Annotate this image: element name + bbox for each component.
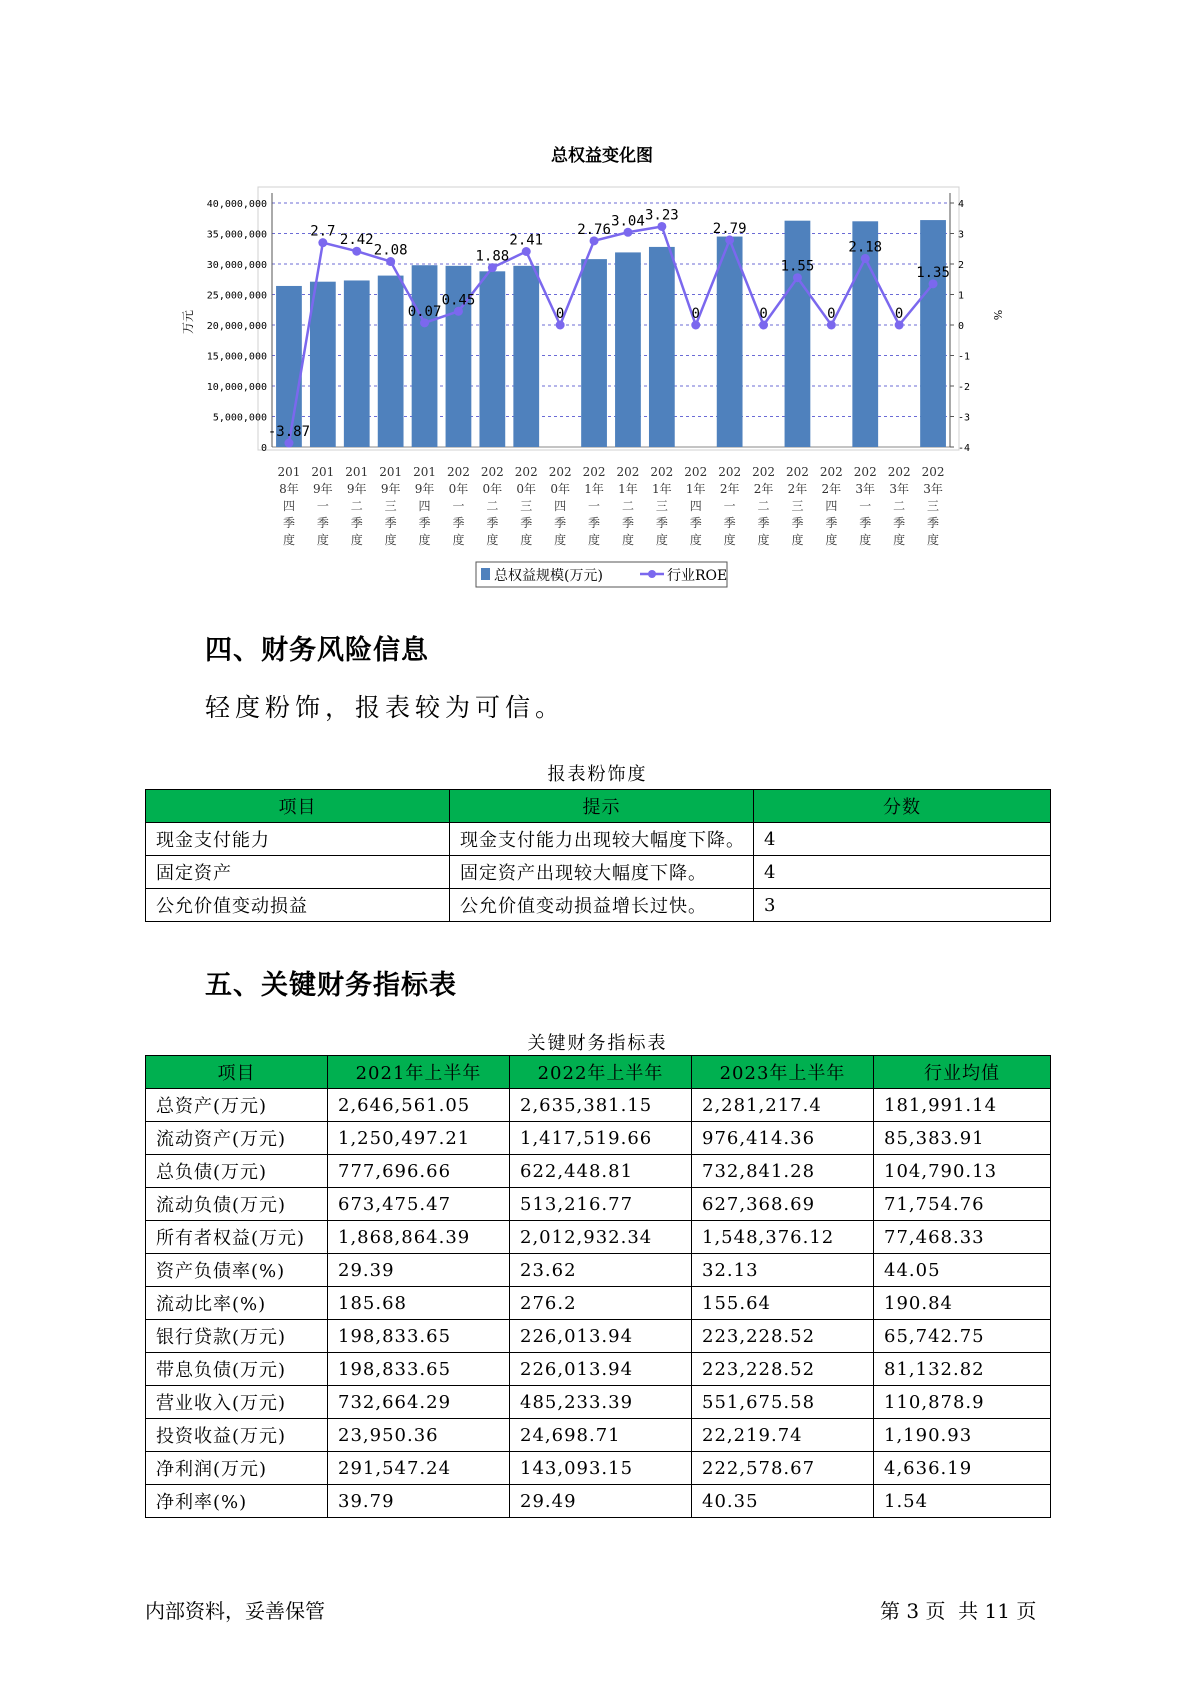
y-tick-label: 10,000,000	[206, 382, 267, 393]
table-cell: 银行贷款(万元)	[146, 1320, 328, 1353]
kpi-table-row	[146, 1188, 1051, 1221]
table-cell: 23.62	[510, 1254, 692, 1287]
table-cell: 2,012,932.34	[510, 1221, 692, 1254]
legend-line-label: 行业ROE	[667, 568, 728, 584]
roe-data-label: 2.79	[712, 220, 747, 237]
y-tick-label: 25,000,000	[206, 290, 267, 302]
table-cell: 净利率(%)	[146, 1485, 328, 1518]
table-cell: 3	[754, 889, 1051, 922]
bar	[513, 266, 539, 447]
kpi-table-row	[146, 1254, 1051, 1287]
table-cell: 1,250,497.21	[328, 1122, 510, 1155]
table-cell: 185.68	[328, 1287, 510, 1320]
x-tick-label: 度	[757, 533, 770, 547]
table-cell: 485,233.39	[510, 1386, 692, 1419]
x-tick-label: 0年	[448, 482, 469, 496]
x-tick-label: 度	[791, 533, 804, 547]
roe-data-label: 0	[894, 306, 904, 322]
y-tick-label: 20,000,000	[206, 321, 267, 332]
table-cell: 226,013.94	[510, 1320, 692, 1353]
x-tick-label: 201	[311, 465, 335, 479]
table-cell: 777,696.66	[328, 1155, 510, 1188]
x-tick-label: 201	[345, 465, 369, 479]
roe-data-label: 3.04	[611, 213, 645, 230]
x-tick-label: 三	[655, 499, 668, 513]
table-cell: 85,383.91	[874, 1122, 1051, 1155]
x-tick-label: 202	[650, 465, 674, 479]
x-tick-label: 四	[825, 499, 838, 513]
x-tick-label: 度	[350, 533, 363, 547]
table-cell: 81,132.82	[874, 1353, 1051, 1386]
table-cell: 4	[754, 856, 1051, 889]
table-cell: 24,698.71	[510, 1419, 692, 1452]
bar	[479, 271, 505, 447]
y-tick-label: 5,000,000	[212, 412, 267, 424]
table-cell: 29.49	[510, 1485, 692, 1518]
table-cell: 4	[754, 823, 1051, 856]
y-axis-label: 万元	[181, 309, 195, 335]
risk-table-caption: 报表粉饰度	[547, 764, 648, 785]
column-header: 2023年上半年	[692, 1056, 874, 1089]
kpi-table-row	[146, 1419, 1051, 1452]
roe-data-label: 0.45	[441, 292, 476, 309]
x-tick-label: 季	[893, 516, 906, 530]
x-tick-label: 度	[282, 533, 295, 547]
x-tick-label: 季	[723, 516, 736, 530]
kpi-table-row	[146, 1353, 1051, 1386]
table-cell: 155.64	[692, 1287, 874, 1320]
table-cell: 143,093.15	[510, 1452, 692, 1485]
x-tick-label: 0年	[516, 482, 537, 496]
y-tick-label: 0	[260, 443, 267, 454]
x-tick-label: 度	[621, 533, 634, 547]
roe-data-label: 3.23	[644, 207, 679, 224]
table-cell: 627,368.69	[692, 1188, 874, 1221]
roe-data-label: 2.41	[509, 232, 544, 249]
column-header: 2021年上半年	[328, 1056, 510, 1089]
table-cell: 732,664.29	[328, 1386, 510, 1419]
x-tick-label: 202	[752, 465, 776, 479]
x-tick-label: 季	[689, 516, 702, 530]
table-cell: 77,468.33	[874, 1221, 1051, 1254]
x-tick-label: 1年	[652, 482, 672, 496]
column-header: 分数	[754, 790, 1051, 823]
risk-table-row	[146, 889, 1051, 922]
x-tick-label: 一	[859, 499, 872, 513]
risk-table-row	[146, 856, 1051, 889]
table-cell: 现金支付能力	[146, 823, 450, 856]
footer-left: 内部资料，妥善保管	[145, 1599, 325, 1623]
table-cell: 2,646,561.05	[328, 1089, 510, 1122]
x-tick-label: 季	[316, 516, 329, 530]
risk-table	[145, 789, 1051, 922]
table-cell: 622,448.81	[510, 1155, 692, 1188]
table-header-row	[146, 790, 1051, 823]
x-tick-label: 度	[486, 533, 499, 547]
x-tick-label: 202	[514, 465, 538, 479]
equity-chart	[0, 0, 1191, 600]
x-tick-label: 三	[520, 499, 533, 513]
bar	[378, 276, 404, 447]
x-tick-label: 度	[927, 533, 940, 547]
table-cell: 104,790.13	[874, 1155, 1051, 1188]
bar	[920, 220, 946, 447]
table-cell: 1,190.93	[874, 1419, 1051, 1452]
x-tick-label: 一	[452, 499, 465, 513]
table-cell: 513,216.77	[510, 1188, 692, 1221]
table-header-row	[146, 1056, 1051, 1089]
table-cell: 190.84	[874, 1287, 1051, 1320]
x-tick-label: 9年	[414, 482, 435, 496]
bar	[310, 282, 336, 447]
legend-bar-label: 总权益规模(万元)	[494, 568, 603, 584]
x-tick-label: 季	[282, 516, 295, 530]
x-tick-label: 季	[927, 516, 940, 530]
table-cell: 22,219.74	[692, 1419, 874, 1452]
table-cell: 4,636.19	[874, 1452, 1051, 1485]
x-tick-label: 1年	[584, 482, 604, 496]
kpi-table-row	[146, 1155, 1051, 1188]
table-cell: 2,635,381.15	[510, 1089, 692, 1122]
column-header: 提示	[450, 790, 754, 823]
kpi-table-row	[146, 1386, 1051, 1419]
column-header: 项目	[146, 1056, 328, 1089]
roe-data-label: -3.87	[267, 424, 311, 441]
kpi-table-row	[146, 1122, 1051, 1155]
x-tick-label: 度	[723, 533, 736, 547]
table-cell: 流动资产(万元)	[146, 1122, 328, 1155]
x-tick-label: 1年	[685, 482, 706, 496]
x-tick-label: 二	[757, 499, 770, 513]
x-tick-label: 2年	[753, 482, 774, 496]
table-cell: 29.39	[328, 1254, 510, 1287]
table-cell: 673,475.47	[328, 1188, 510, 1221]
x-tick-label: 季	[825, 516, 838, 530]
y-tick-label: 40,000,000	[206, 199, 267, 210]
x-tick-label: 9年	[346, 482, 367, 496]
table-cell: 资产负债率(%)	[146, 1254, 328, 1287]
x-tick-label: 201	[277, 465, 301, 479]
x-tick-label: 度	[655, 533, 668, 547]
table-cell: 44.05	[874, 1254, 1051, 1287]
table-cell: 110,878.9	[874, 1386, 1051, 1419]
kpi-table-row	[146, 1287, 1051, 1320]
x-tick-label: 202	[446, 465, 470, 479]
table-cell: 净利润(万元)	[146, 1452, 328, 1485]
x-tick-label: 3年	[889, 482, 909, 496]
bar	[581, 259, 607, 447]
table-cell: 732,841.28	[692, 1155, 874, 1188]
x-tick-label: 度	[452, 533, 465, 547]
x-tick-label: 季	[554, 516, 567, 530]
x-tick-label: 二	[893, 499, 906, 513]
table-cell: 71,754.76	[874, 1188, 1051, 1221]
x-tick-label: 三	[791, 499, 804, 513]
bar	[615, 252, 641, 447]
x-tick-label: 202	[616, 465, 640, 479]
kpi-table-caption: 关键财务指标表	[527, 1033, 668, 1054]
table-cell: 公允价值变动损益	[146, 889, 450, 922]
table-cell: 投资收益(万元)	[146, 1419, 328, 1452]
x-tick-label: 0年	[550, 482, 570, 496]
kpi-table-row	[146, 1452, 1051, 1485]
risk-table-row	[146, 823, 1051, 856]
roe-data-label: 2.7	[310, 223, 336, 240]
table-cell: 1.54	[874, 1485, 1051, 1518]
table-cell: 1,868,864.39	[328, 1221, 510, 1254]
table-cell: 公允价值变动损益增长过快。	[450, 889, 754, 922]
section-5-heading: 五、关键财务指标表	[205, 970, 457, 1001]
legend-line-marker	[648, 570, 656, 578]
x-tick-label: 202	[853, 465, 877, 479]
x-tick-label: 季	[588, 516, 601, 530]
table-cell: 1,548,376.12	[692, 1221, 874, 1254]
x-tick-label: 季	[350, 516, 363, 530]
table-cell: 276.2	[510, 1287, 692, 1320]
table-cell: 198,833.65	[328, 1353, 510, 1386]
x-tick-label: 202	[921, 465, 945, 479]
roe-data-label: 1.35	[916, 264, 950, 281]
x-tick-label: 一	[723, 499, 736, 513]
y-tick-label: 15,000,000	[206, 351, 267, 363]
x-tick-label: 季	[757, 516, 770, 530]
x-tick-label: 四	[554, 499, 567, 513]
x-tick-label: 202	[684, 465, 708, 479]
x-tick-label: 度	[859, 533, 872, 547]
x-tick-label: 季	[655, 516, 668, 530]
x-tick-label: 季	[520, 516, 533, 530]
y2-tick-label: -3	[958, 412, 971, 424]
kpi-table-row	[146, 1089, 1051, 1122]
table-cell: 39.79	[328, 1485, 510, 1518]
x-tick-label: 二	[486, 499, 499, 513]
y2-tick-label: 0	[958, 321, 965, 332]
risk-summary-text: 轻度粉饰，报表较为可信。	[205, 693, 566, 722]
table-cell: 551,675.58	[692, 1386, 874, 1419]
y2-axis-label: %	[991, 309, 1004, 321]
x-tick-label: 202	[785, 465, 809, 479]
x-tick-label: 0年	[482, 482, 503, 496]
y2-tick-label: 4	[958, 199, 965, 210]
x-tick-label: 三	[927, 499, 940, 513]
roe-data-label: 0.07	[407, 303, 442, 320]
x-tick-label: 一	[588, 499, 601, 513]
kpi-table-row	[146, 1485, 1051, 1518]
table-cell: 23,950.36	[328, 1419, 510, 1452]
roe-data-label: 2.42	[339, 232, 374, 249]
bar	[344, 280, 370, 447]
table-cell: 总负债(万元)	[146, 1155, 328, 1188]
table-cell: 流动负债(万元)	[146, 1188, 328, 1221]
kpi-table-row	[146, 1320, 1051, 1353]
x-tick-label: 度	[588, 533, 601, 547]
table-cell: 总资产(万元)	[146, 1089, 328, 1122]
table-cell: 226,013.94	[510, 1353, 692, 1386]
legend-bar-swatch	[481, 568, 490, 580]
y2-tick-label: -4	[958, 443, 971, 454]
table-cell: 营业收入(万元)	[146, 1386, 328, 1419]
y2-tick-label: 1	[958, 290, 965, 302]
x-tick-label: 202	[582, 465, 606, 479]
x-tick-label: 202	[480, 465, 504, 479]
roe-data-label: 0	[827, 306, 836, 322]
x-tick-label: 度	[689, 533, 702, 547]
roe-data-label: 2.18	[848, 239, 883, 256]
x-tick-label: 202	[718, 465, 742, 479]
table-cell: 所有者权益(万元)	[146, 1221, 328, 1254]
x-tick-label: 二	[621, 499, 634, 513]
roe-data-label: 0	[555, 306, 565, 322]
x-tick-label: 1年	[618, 482, 638, 496]
footer-page-number: 第 3 页 共 11 页	[880, 1599, 1037, 1623]
x-tick-label: 202	[819, 465, 843, 479]
roe-data-label: 2.08	[373, 242, 408, 259]
bar	[785, 221, 811, 447]
y-tick-label: 35,000,000	[206, 229, 267, 241]
table-cell: 2,281,217.4	[692, 1089, 874, 1122]
roe-data-label: 0	[691, 306, 700, 322]
table-cell: 1,417,519.66	[510, 1122, 692, 1155]
table-cell: 222,578.67	[692, 1452, 874, 1485]
y2-tick-label: 3	[958, 229, 965, 241]
table-cell: 现金支付能力出现较大幅度下降。	[450, 823, 754, 856]
x-tick-label: 季	[621, 516, 634, 530]
x-tick-label: 9年	[313, 482, 333, 496]
table-cell: 198,833.65	[328, 1320, 510, 1353]
x-tick-label: 四	[418, 499, 431, 513]
x-tick-label: 三	[384, 499, 397, 513]
x-tick-label: 度	[893, 533, 906, 547]
column-header: 行业均值	[874, 1056, 1051, 1089]
x-tick-label: 2年	[719, 482, 740, 496]
table-cell: 181,991.14	[874, 1089, 1051, 1122]
x-tick-label: 二	[350, 499, 363, 513]
y2-tick-label: -2	[958, 382, 971, 393]
bar	[412, 265, 438, 447]
kpi-table	[145, 1055, 1051, 1518]
x-tick-label: 2年	[787, 482, 808, 496]
chart-title: 总权益变化图	[551, 146, 653, 166]
bar	[649, 247, 675, 447]
x-tick-label: 度	[384, 533, 397, 547]
bar	[276, 286, 302, 447]
table-cell: 流动比率(%)	[146, 1287, 328, 1320]
table-cell: 固定资产出现较大幅度下降。	[450, 856, 754, 889]
x-tick-label: 度	[316, 533, 329, 547]
y2-tick-label: -1	[958, 351, 971, 363]
x-tick-label: 2年	[821, 482, 842, 496]
x-tick-label: 度	[418, 533, 431, 547]
table-cell: 带息负债(万元)	[146, 1353, 328, 1386]
x-tick-label: 度	[825, 533, 838, 547]
bar	[717, 237, 743, 447]
y2-tick-label: 2	[958, 260, 965, 271]
x-tick-label: 202	[548, 465, 572, 479]
x-tick-label: 201	[379, 465, 403, 479]
column-header: 项目	[146, 790, 450, 823]
x-tick-label: 202	[887, 465, 911, 479]
roe-data-label: 2.76	[577, 221, 611, 238]
x-tick-label: 四	[689, 499, 702, 513]
x-tick-label: 季	[384, 516, 397, 530]
x-tick-label: 季	[418, 516, 431, 530]
x-tick-label: 3年	[855, 482, 876, 496]
table-cell: 40.35	[692, 1485, 874, 1518]
table-cell: 223,228.52	[692, 1353, 874, 1386]
table-cell: 32.13	[692, 1254, 874, 1287]
x-tick-label: 9年	[380, 482, 401, 496]
table-cell: 65,742.75	[874, 1320, 1051, 1353]
x-tick-label: 3年	[923, 482, 943, 496]
x-tick-label: 度	[554, 533, 567, 547]
section-4-heading: 四、财务风险信息	[205, 635, 429, 666]
roe-data-label: 1.88	[475, 248, 510, 265]
x-tick-label: 度	[520, 533, 533, 547]
x-tick-label: 201	[413, 465, 437, 479]
roe-data-label: 1.55	[780, 258, 815, 275]
kpi-table-row	[146, 1221, 1051, 1254]
x-tick-label: 季	[791, 516, 804, 530]
roe-data-label: 0	[759, 306, 768, 322]
x-tick-label: 8年	[279, 482, 299, 496]
table-cell: 976,414.36	[692, 1122, 874, 1155]
x-tick-label: 一	[316, 499, 329, 513]
x-tick-label: 四	[282, 499, 295, 513]
column-header: 2022年上半年	[510, 1056, 692, 1089]
x-tick-label: 季	[486, 516, 499, 530]
x-tick-label: 季	[859, 516, 872, 530]
table-cell: 固定资产	[146, 856, 450, 889]
y-tick-label: 30,000,000	[206, 260, 267, 271]
x-tick-label: 季	[452, 516, 465, 530]
table-cell: 223,228.52	[692, 1320, 874, 1353]
table-cell: 291,547.24	[328, 1452, 510, 1485]
